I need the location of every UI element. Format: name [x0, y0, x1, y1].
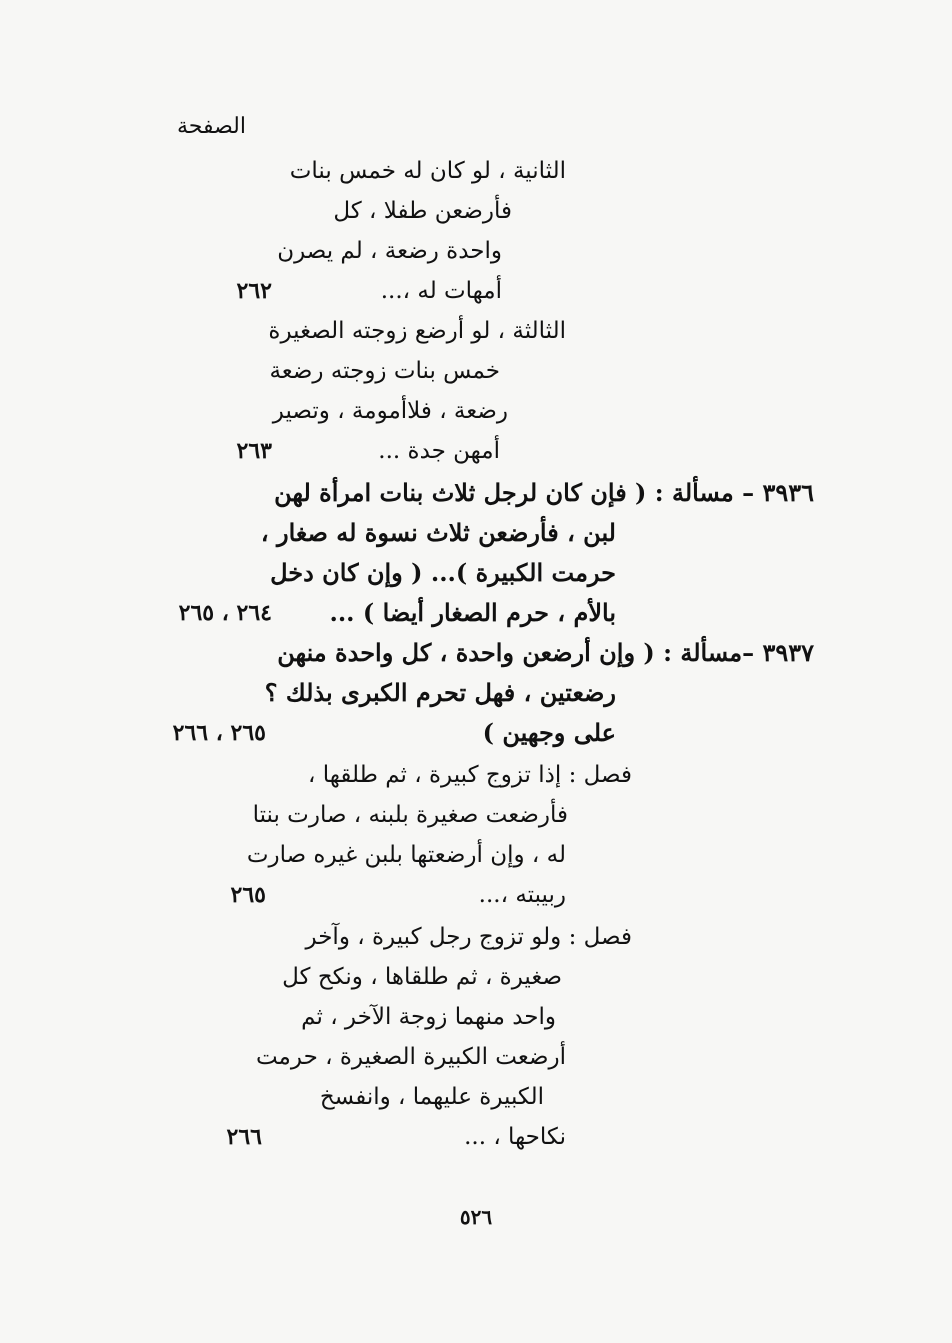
entry-line: صغيرة ، ثم طلقاها ، ونكح كل	[282, 964, 562, 990]
entry-line-bold: ٣٩٣٧ –مسألة : ( وإن أرضعن واحدة ، كل واحدة منهن	[277, 638, 814, 667]
entry-line: فأرضعن طفلا ، كل	[333, 198, 512, 224]
entry-line-bold: بالأم ، حرم الصغار أيضا ) ...	[329, 598, 616, 627]
entry-line: الكبيرة عليهما ، وانفسخ	[319, 1084, 544, 1110]
entry-line-bold: رضعتين ، فهل تحرم الكبرى بذلك ؟	[264, 678, 616, 707]
entry-line: واحد منهما زوجة الآخر ، ثم	[301, 1004, 556, 1030]
entry-line-bold: على وجهين )	[482, 718, 616, 747]
entry-line: له ، وإن أرضعتها بلبن غيره صارت	[246, 842, 566, 868]
entry-line: ربيبته ،...	[478, 882, 566, 908]
page-number: ٥٢٦	[459, 1205, 493, 1229]
entry-line: نكاحها ، ...	[464, 1124, 566, 1150]
entry-line: الثالثة ، لو أرضع زوجته الصغيرة	[268, 318, 566, 344]
entry-line-bold: لبن ، فأرضعن ثلاث نسوة له صغار ،	[260, 518, 616, 547]
entry-line: رضعة ، فلاأمومة ، وتصير	[272, 398, 508, 424]
entry-line: واحدة رضعة ، لم يصرن	[277, 238, 502, 264]
column-header-page: الصفحة	[176, 114, 246, 139]
page-reference: ٢٦٥ ، ٢٦٦	[172, 720, 266, 746]
page-reference: ٢٦٥	[230, 882, 266, 908]
entry-line-bold: حرمت الكبيرة )... ( وإن كان دخل	[270, 558, 616, 587]
entry-line: خمس بنات زوجته رضعة	[269, 358, 500, 384]
entry-line: أمهات له ،...	[380, 278, 502, 304]
entry-line: فصل : ولو تزوج رجل كبيرة ، وآخر	[305, 924, 632, 950]
entry-line: فأرضعت صغيرة بلبنه ، صارت بنتا	[252, 802, 568, 828]
page-reference: ٢٦٤ ، ٢٦٥	[178, 600, 272, 626]
page-reference: ٢٦٢	[236, 278, 272, 304]
entry-line: الثانية ، لو كان له خمس بنات	[289, 158, 566, 184]
page-reference: ٢٦٣	[236, 438, 272, 464]
entry-line: أرضعت الكبيرة الصغيرة ، حرمت	[255, 1044, 566, 1070]
entry-line-bold: ٣٩٣٦ – مسألة : ( فإن كان لرجل ثلاث بنات امرأة لهن	[274, 478, 814, 507]
page-reference: ٢٦٦	[226, 1124, 262, 1150]
entry-line: أمهن جدة ...	[378, 438, 500, 464]
entry-line: فصل : إذا تزوج كبيرة ، ثم طلقها ،	[308, 762, 632, 788]
